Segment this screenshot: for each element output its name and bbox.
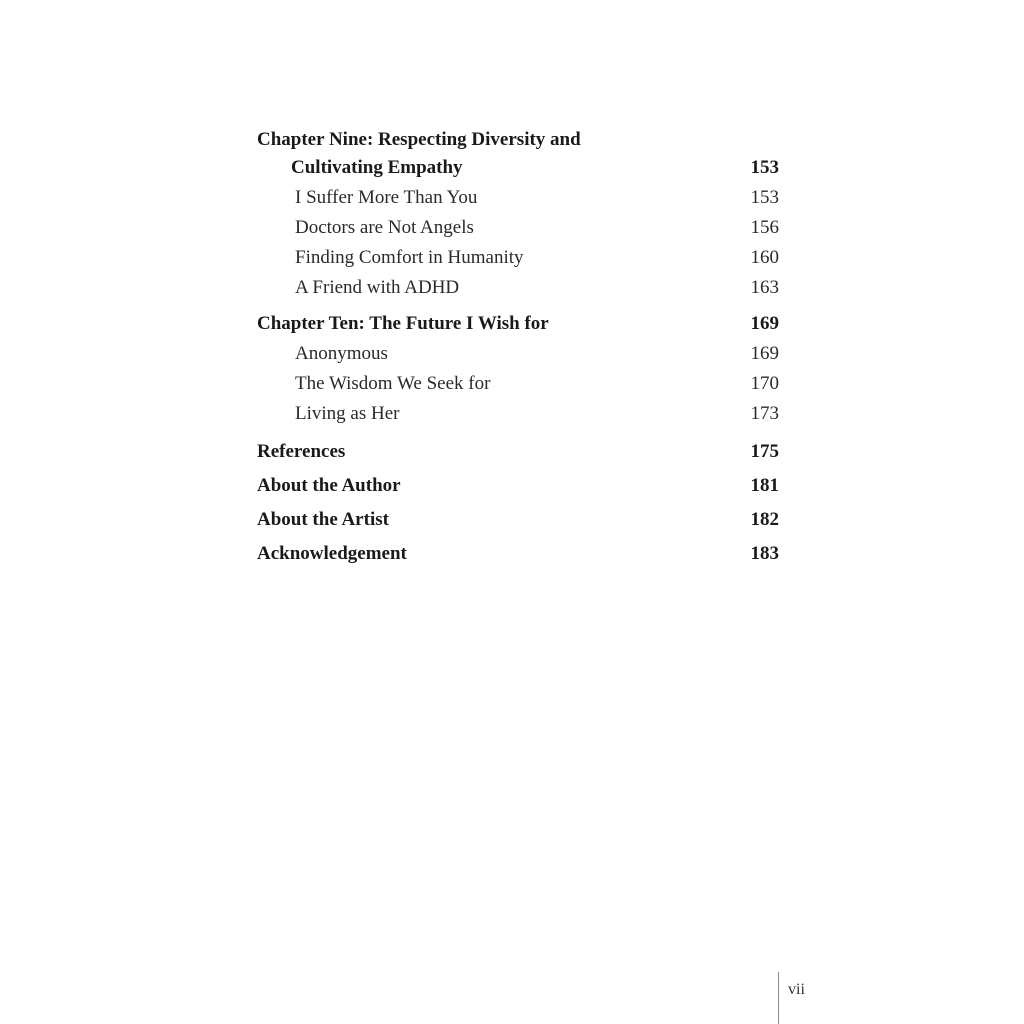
toc-about-author: [257, 469, 779, 503]
toc-chapter-title: Chapter Ten: The Future I Wish for: [257, 313, 549, 334]
toc-about-artist: [257, 503, 779, 537]
toc-back-matter-title: References: [257, 441, 346, 462]
toc-page-number: 156: [750, 217, 779, 238]
toc-page-number: 183: [750, 543, 779, 564]
toc-chapter-ten: [257, 309, 779, 339]
toc-section-row: [257, 369, 779, 399]
toc-section-title: I Suffer More Than You: [295, 187, 478, 208]
toc-chapter-title: Chapter Nine: Respecting Diversity and: [257, 129, 581, 150]
toc-chapter-nine-line1: [257, 127, 779, 153]
toc-section-row: [257, 243, 779, 273]
toc-back-matter-title: About the Author: [257, 475, 401, 496]
toc-chapter-nine-line2: [257, 153, 779, 183]
toc-section-row: [257, 339, 779, 369]
toc-section-row: [257, 273, 779, 303]
toc-section-title: The Wisdom We Seek for: [295, 373, 491, 394]
folio-divider: [778, 972, 779, 1024]
toc-chapter-title-continued: Cultivating Empathy: [291, 157, 463, 178]
toc-acknowledgement: [257, 537, 779, 571]
page-folio: vii: [788, 981, 805, 998]
toc-page-number: 173: [750, 403, 779, 424]
toc-section-row: [257, 399, 779, 429]
toc-back-matter-title: Acknowledgement: [257, 543, 407, 564]
toc-page-number: 153: [750, 187, 779, 208]
toc-page-number: 181: [750, 475, 779, 496]
toc-back-matter-title: About the Artist: [257, 509, 389, 530]
toc-section-row: [257, 213, 779, 243]
toc-section-title: Doctors are Not Angels: [295, 217, 474, 238]
toc-page-number: 170: [750, 373, 779, 394]
table-of-contents: [257, 127, 779, 571]
toc-section-title: Anonymous: [295, 343, 388, 364]
toc-page-number: 153: [750, 157, 779, 178]
toc-page-number: 175: [750, 441, 779, 462]
toc-page-number: 160: [750, 247, 779, 268]
toc-page-number: 182: [750, 509, 779, 530]
toc-section-title: Living as Her: [295, 403, 400, 424]
toc-section-title: A Friend with ADHD: [295, 277, 460, 298]
toc-section-row: [257, 183, 779, 213]
toc-page-number: 169: [750, 343, 779, 364]
toc-references: [257, 435, 779, 469]
toc-page-number: 163: [750, 277, 779, 298]
toc-page-number: 169: [750, 313, 779, 334]
toc-section-title: Finding Comfort in Humanity: [295, 247, 524, 268]
